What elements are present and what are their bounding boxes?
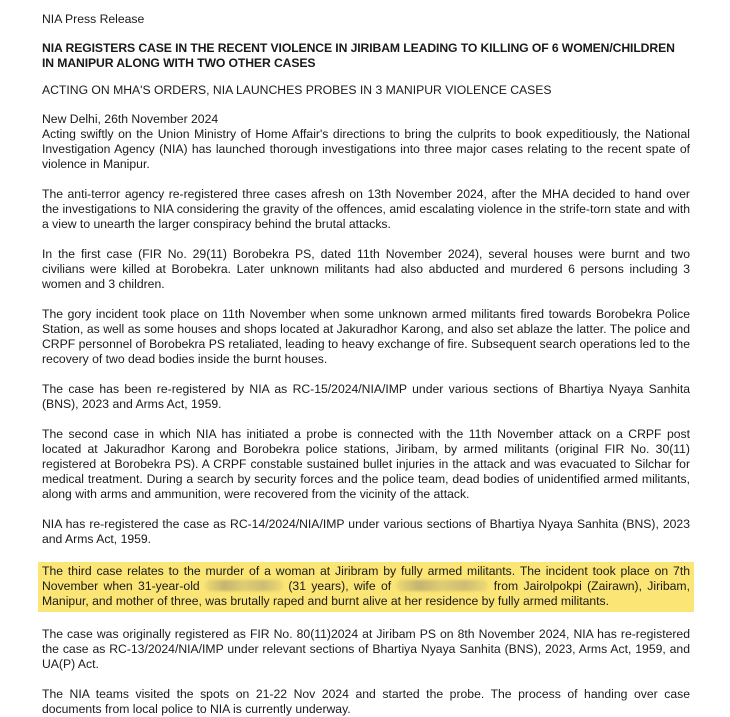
- paragraph-intro: Acting swiftly on the Union Ministry of Home Affair's directions to bring the culprits to book expeditiously, the National Investigation Agency (NIA) has launched thorough investigations into three major cases relating to the recent spate of violence in Manipur.: [42, 127, 690, 171]
- paragraph-teams-visit: The NIA teams visited the spots on 21-22 Nov 2024 and started the probe. The process of handing over case documents from local police to NIA is currently underway.: [42, 687, 690, 716]
- paragraph-reregistration: The anti-terror agency re-registered three cases afresh on 13th November 2024, after the MHA decided to hand over the investigations to NIA considering the gravity of the offences, amid escalating violence in the strife-torn state and with a view to unearth the larger conspiracy behind the brutal attacks.: [42, 187, 690, 231]
- highlight-text-2: (31 years), wife of: [283, 579, 397, 593]
- highlight-text-1: The third case relates to the murder of a woman at Jiribram by fully armed militants. The incident took place on 7th November when 31-year-old: [42, 564, 690, 593]
- paragraph-rc15: The case has been re-registered by NIA as RC-15/2024/NIA/IMP under various sections of Bhartiya Nyaya Sanhita (BNS), 2023 and Arms Act, 1959.: [42, 382, 690, 411]
- redacted-husband-name: [396, 580, 488, 591]
- paragraph-incident: The gory incident took place on 11th November when some unknown armed militants fired towards Borobekra Police Station, as well as some houses and shops located at Jakuradhor Karong, and also set ablaze the latter. The police and CRPF personnel of Borobekra PS retaliated, leading to heavy exchange of fire. Subsequent search operations led to the recovery of two dead bodies inside the burnt houses.: [42, 307, 690, 366]
- highlight-text-3: from Jairolpokpi (Zairawn), Jiribam, Manipur, and mother of three, was brutally raped and burnt alive at her residence by fully armed militants.: [42, 579, 690, 608]
- document-label: NIA Press Release: [42, 12, 145, 26]
- dateline: New Delhi, 26th November 2024: [42, 112, 219, 126]
- redacted-name: [205, 580, 283, 591]
- paragraph-rc14: NIA has re-registered the case as RC-14/2024/NIA/IMP under various sections of Bhartiya Nyaya Sanhita (BNS), 2023 and Arms Act, 1959.: [42, 517, 690, 546]
- paragraph-first-case: In the first case (FIR No. 29(11) Borobekra PS, dated 11th November 2024), several houses were burnt and two civilians were killed at Borobekra. Later unknown militants had also abducted and murdered 6 persons including 3 women and 3 children.: [42, 247, 690, 291]
- paragraph-rc13: The case was originally registered as FIR No. 80(11)2024 at Jiribam PS on 8th November 2024, NIA has re-registered the case as RC-13/2024/NIA/IMP under relevant sections of Bhartiya Nyaya Sanhita (BNS), 2023, Arms Act, 1959, and UA(P) Act.: [42, 627, 690, 671]
- paragraph-second-case: The second case in which NIA has initiated a probe is connected with the 11th November attack on a CRPF post located at Jakuradhor Karong and Borobekra police stations, Jiribam, by armed militants (original FIR No. 30(11) registered at Borobekra PS). A CRPF constable sustained bullet injuries in the attack and was evacuated to Silchar for medical treatment. During a search by security forces and the police team, dead bodies of unidentified armed militants, along with arms and ammunition, were recovered from the vicinity of the attack.: [42, 427, 690, 501]
- highlighted-paragraph-third-case: [38, 562, 694, 612]
- press-release-page: [42, 12, 690, 717]
- document-title: NIA REGISTERS CASE IN THE RECENT VIOLENCE IN JIRIBAM LEADING TO KILLING OF 6 WOMEN/CHILDREN IN MANIPUR ALONG WITH TWO OTHER CASES: [42, 41, 675, 70]
- document-subtitle: ACTING ON MHA'S ORDERS, NIA LAUNCHES PROBES IN 3 MANIPUR VIOLENCE CASES: [42, 83, 552, 97]
